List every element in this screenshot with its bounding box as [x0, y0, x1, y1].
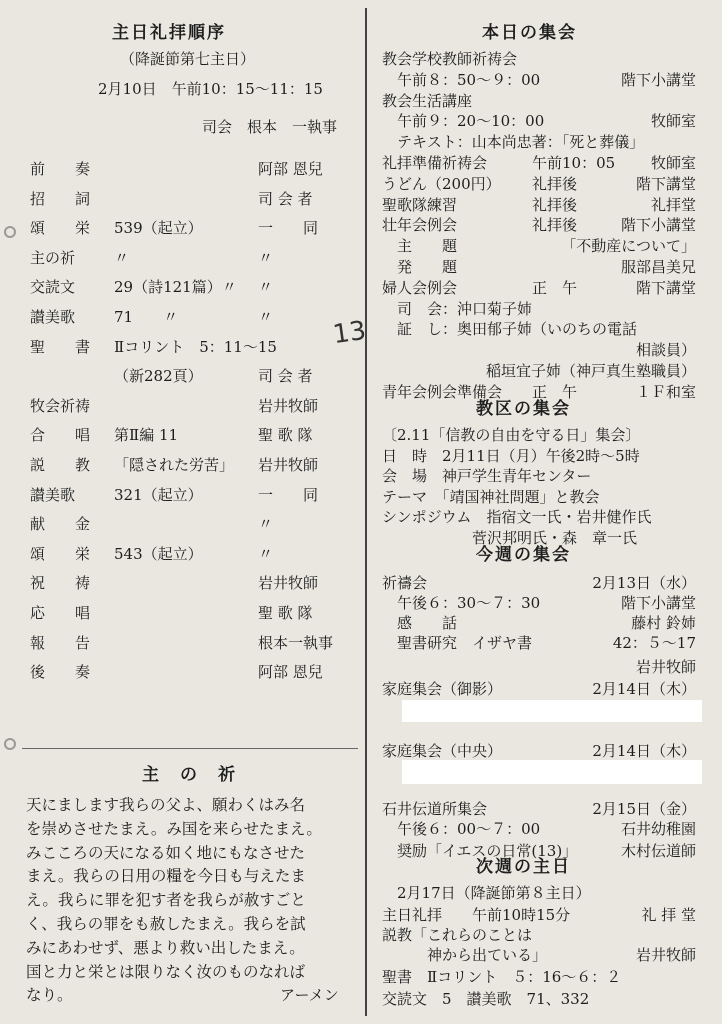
program-item-name: 報 告: [30, 633, 91, 652]
today-meeting-place: 「不動産について」: [561, 237, 696, 256]
worship-presider: 司会 根本 一執事: [202, 118, 338, 136]
program-item-person: 〃: [258, 248, 274, 267]
district-meeting-line: 菅沢邦明氏・森 章一氏: [382, 528, 638, 547]
prayer-line: を崇めさせたまえ。み国を来らせたまえ。: [26, 819, 322, 838]
today-meeting-name: 礼拝準備祈祷会: [382, 154, 488, 172]
district-meeting-line: シンポジウム 指宿文一氏・岩井健作氏: [382, 508, 652, 526]
next-sunday-line: 2月17日（降誕節第８主日）: [382, 884, 591, 902]
today-meeting-name: 青年会例会準備会: [382, 382, 503, 401]
program-item-person: 〃: [258, 278, 274, 297]
prayer-line: みこころの天になる如く地にもなさせた: [26, 843, 306, 862]
program-item-person: 司 会 者: [258, 367, 313, 386]
today-meeting-time: 午前10：05: [532, 154, 616, 172]
program-item-detail: 29（詩121篇）〃: [114, 278, 237, 297]
today-meeting-name: 教会学校教師祈祷会: [382, 50, 518, 68]
today-meeting-name: 壮年会例会: [382, 216, 458, 235]
weekly-meeting-detail: 2月15日（金）: [592, 800, 696, 818]
weekly-meeting-detail: 木村伝道師: [620, 842, 696, 860]
program-item-detail: 〃: [114, 248, 130, 267]
today-meeting-place: 相談員）: [635, 341, 696, 360]
program-item-detail: 第Ⅱ編 11: [114, 426, 179, 445]
today-meeting-name: 証 し：奥田郁子姉（いのちの電話: [382, 320, 638, 339]
program-item-detail: 321（起立）: [114, 485, 203, 504]
weekly-meeting-name: 午後６：30～７：30: [382, 594, 541, 612]
worship-date-time: 2月10日 午前10：15～11：15: [98, 80, 323, 98]
program-item-name: 前 奏: [30, 160, 91, 178]
next-sunday-line: 交読文 5 讃美歌 71、332: [382, 990, 590, 1008]
program-item-name: 頌 栄: [30, 544, 91, 563]
program-item-person: 〃: [258, 308, 274, 326]
weekly-meetings-title: 今週の集会: [476, 545, 571, 565]
weekly-meeting-detail: 42：５～17: [612, 634, 696, 652]
prayer-line: え。我らに罪を犯す者を我らが赦すごと: [26, 891, 306, 910]
program-item-name: 聖 書: [30, 337, 91, 356]
program-item-name: 招 詞: [30, 189, 91, 208]
today-meeting-name: テキスト：山本尚忠著：「死と葬儀」: [382, 133, 645, 152]
redacted-area: [402, 760, 702, 784]
program-item-detail: 539（起立）: [114, 219, 203, 238]
weekly-meeting-detail: 石井幼稚園: [620, 820, 696, 838]
weekly-meeting-name: 家庭集会（中央）: [382, 742, 503, 760]
next-sunday-title: 次週の主日: [476, 857, 571, 877]
program-item-name: 献 金: [30, 515, 91, 534]
today-meeting-place: 階下講堂: [635, 174, 696, 193]
program-item-person: 阿部 恩兒: [258, 663, 323, 682]
district-meeting-line: 〔2.11「信教の自由を守る日」集会〕: [382, 426, 641, 444]
weekly-meeting-detail: 岩井牧師: [635, 658, 696, 676]
today-meeting-place: １Ｆ和室: [635, 382, 696, 401]
next-sunday-detail: 礼 拝 堂: [641, 906, 696, 924]
next-sunday-line: 聖書 Ⅱコリント ５：16～６：２: [382, 968, 622, 986]
today-meeting-place: 稲垣宜子姉（神戸真生塾職員）: [485, 362, 696, 380]
handwritten-note: 13: [331, 315, 369, 351]
lords-prayer-amen: アーメン: [280, 986, 339, 1004]
today-meeting-name: 教会生活講座: [382, 91, 473, 110]
today-meeting-place: 階下講堂: [635, 278, 696, 297]
next-sunday-detail: 岩井牧師: [635, 946, 696, 964]
weekly-meeting-detail: 2月14日（木）: [592, 742, 696, 760]
today-meeting-place: 牧師室: [650, 112, 696, 131]
program-item-detail: 「隠された労苦」: [114, 456, 235, 474]
today-meeting-time: 礼拝後: [532, 174, 578, 193]
program-item-person: 阿部 恩兒: [258, 160, 323, 178]
program-item-name: 後 奏: [30, 663, 91, 682]
prayer-line: まえ。我らの日用の糧を今日も与えたま: [26, 867, 306, 886]
program-item-person: 岩井牧師: [258, 456, 319, 474]
program-item-person: 岩井牧師: [258, 396, 319, 415]
today-meeting-name: 午前８：50～９：00: [382, 70, 541, 89]
today-meeting-name: 主 題: [382, 237, 458, 256]
program-item-name: 頌 栄: [30, 219, 91, 238]
today-meeting-name: 婦人会例会: [382, 278, 458, 297]
program-item-person: 聖 歌 隊: [258, 604, 313, 622]
district-meetings-title: 教区の集会: [476, 399, 571, 419]
today-meeting-place: 階下小講堂: [620, 70, 696, 89]
program-item-name: 牧会祈祷: [30, 396, 91, 415]
weekly-meeting-detail: 藤村 鈴姉: [631, 614, 696, 632]
program-item-name: 交読文: [30, 278, 76, 297]
program-item-person: 一 同: [258, 485, 319, 504]
today-meeting-time: 正 午: [532, 382, 578, 401]
program-item-name: 祝 祷: [30, 574, 91, 593]
district-meeting-line: テーマ 「靖国神社問題」と教会: [382, 487, 600, 506]
today-meeting-name: うどん（200円）: [382, 174, 501, 193]
column-divider: [365, 8, 367, 1016]
today-meeting-name: 発 題: [382, 258, 458, 276]
today-meeting-place: 服部昌美兄: [620, 258, 696, 276]
section-divider: [22, 748, 358, 749]
program-item-name: 讃美歌: [30, 485, 76, 504]
district-meeting-line: 日 時 2月11日（月）午後2時～5時: [382, 446, 640, 465]
today-meeting-time: 礼拝後: [532, 195, 578, 214]
program-item-name: 讃美歌: [30, 308, 76, 326]
today-meeting-name: 司 会：沖口菊子姉: [382, 299, 533, 318]
binding-hole: [4, 738, 16, 750]
weekly-meeting-name: 家庭集会（御影）: [382, 680, 503, 698]
next-sunday-line: 神から出ている」: [382, 946, 548, 964]
prayer-line: 天にまします我らの父よ、願わくはみ名: [26, 796, 306, 814]
program-item-person: 一 同: [258, 219, 319, 238]
weekly-meeting-name: 石井伝道所集会: [382, 800, 488, 818]
prayer-line: なり。: [26, 986, 73, 1005]
worship-order-subtitle: （降誕節第七主日）: [120, 50, 256, 68]
program-item-detail: （新282頁）: [114, 367, 203, 386]
today-meeting-name: 聖歌隊練習: [382, 195, 458, 214]
weekly-meeting-detail: 階下小講堂: [620, 594, 696, 612]
prayer-line: 国と力と栄とは限りなく汝のものなれば: [26, 962, 306, 981]
today-meetings-title: 本日の集会: [482, 23, 577, 43]
today-meeting-place: 礼拝堂: [650, 195, 696, 214]
program-item-person: 司 会 者: [258, 189, 313, 208]
lords-prayer-title: 主 の 祈: [142, 765, 237, 785]
today-meeting-name: 午前９：20～10：00: [382, 112, 545, 131]
weekly-meeting-name: 奨励「イエスの日常(13)」: [382, 842, 578, 860]
district-meeting-line: 会 場 神戸学生青年センター: [382, 467, 592, 485]
today-meeting-place: 階下小講堂: [620, 216, 696, 235]
program-item-detail: 71 〃: [114, 308, 179, 326]
prayer-line: みにあわせず、悪より救い出したまえ。: [26, 938, 305, 957]
program-item-name: 説 教: [30, 456, 91, 474]
program-item-name: 主の祈: [30, 248, 76, 267]
weekly-meeting-name: 感 話: [382, 614, 458, 632]
program-item-name: 応 唱: [30, 604, 91, 622]
today-meeting-time: 正 午: [532, 278, 578, 297]
weekly-meeting-name: 聖書研究 イザヤ書: [382, 634, 533, 652]
prayer-line: く、我らの罪をも赦したまえ。我らを試: [26, 915, 306, 933]
binding-hole: [4, 226, 16, 238]
today-meeting-time: 礼拝後: [532, 216, 578, 235]
next-sunday-line: 説教「これらのことは: [382, 926, 533, 944]
weekly-meeting-detail: 2月13日（水）: [592, 574, 696, 592]
program-item-person: 岩井牧師: [258, 574, 319, 593]
program-item-person: 根本一執事: [258, 633, 334, 652]
weekly-meeting-name: 午後６：00～７：00: [382, 820, 541, 838]
weekly-meeting-detail: 2月14日（木）: [592, 680, 696, 698]
program-item-detail: 543（起立）: [114, 544, 203, 563]
program-item-detail: Ⅱコリント 5：11～15: [114, 337, 277, 356]
redacted-area: [402, 700, 702, 722]
weekly-meeting-name: 祈禱会: [382, 574, 428, 592]
today-meeting-place: 牧師室: [650, 154, 696, 172]
program-item-name: 合 唱: [30, 426, 91, 445]
program-item-person: 〃: [258, 515, 274, 534]
program-item-person: 〃: [258, 544, 274, 563]
worship-order-title: 主日礼拝順序: [112, 23, 226, 43]
next-sunday-line: 主日礼拝 午前10時15分: [382, 906, 571, 924]
program-item-person: 聖 歌 隊: [258, 426, 313, 445]
